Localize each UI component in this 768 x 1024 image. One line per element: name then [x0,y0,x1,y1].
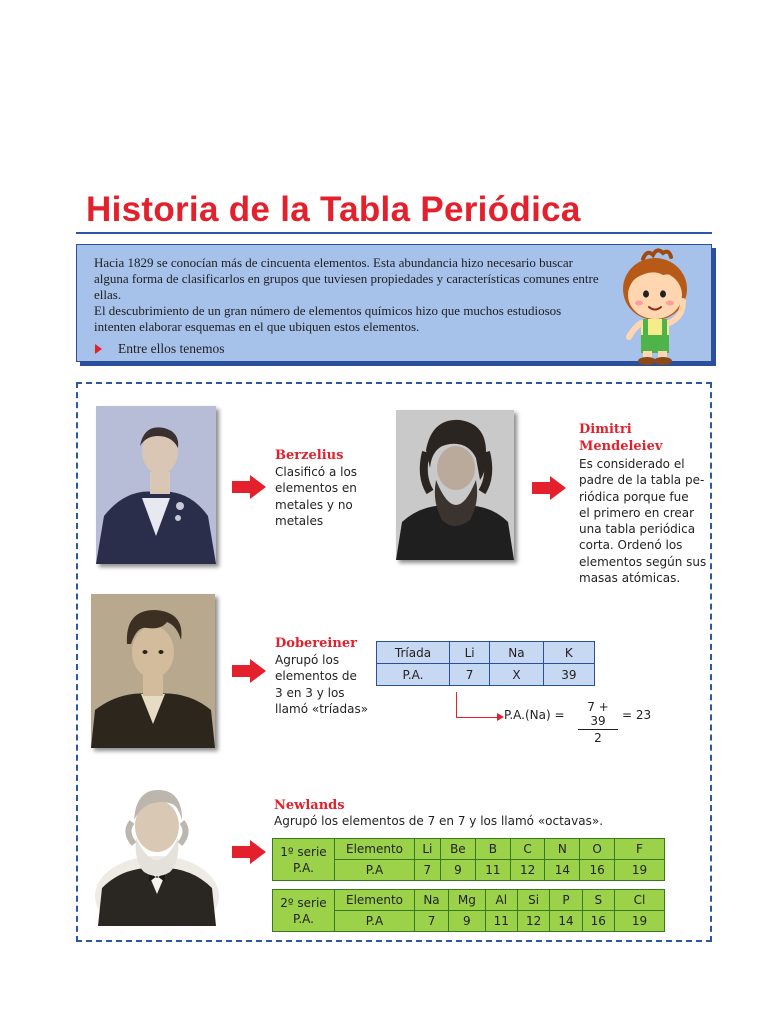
element-cell: Na [415,890,449,911]
weight-cell: 14 [550,911,582,932]
series-label-line: P.A. [293,911,314,926]
element-cell: S [582,890,614,911]
red-bullet-icon [95,344,102,354]
berzelius-description [275,464,357,529]
page-title: Historia de la Tabla Periódica [86,190,581,229]
weight-cell: 9 [440,860,475,881]
formula-denominator: 2 [594,731,602,745]
series-header-cell: P.A [335,911,415,932]
weight-cell: 14 [545,860,580,881]
series-label-line: 2º serie [280,895,327,910]
element-cell: N [545,839,580,860]
boy-cartoon-illustration [603,245,703,367]
element-cell: Mg [449,890,486,911]
element-cell: O [580,839,615,860]
element-cell: C [510,839,545,860]
red-right-arrow-icon [232,840,266,864]
triad-cell: 39 [543,664,594,686]
mendeleiev-name [579,421,662,455]
weight-cell: 19 [615,860,665,881]
red-right-arrow-icon [232,659,266,683]
red-right-arrow-icon [532,476,566,500]
weight-cell: 19 [615,911,665,932]
element-cell: Li [415,839,441,860]
weight-cell: 11 [485,911,517,932]
element-cell: Cl [615,890,665,911]
series-label-cell [273,839,335,881]
weight-cell: 7 [415,911,449,932]
weight-cell: 16 [580,860,615,881]
element-cell: B [476,839,511,860]
mendeleiev-description [579,456,706,586]
berzelius-line: metales [275,513,324,528]
berzelius-name: Berzelius [275,448,344,463]
weight-cell: 7 [415,860,441,881]
element-cell: Al [485,890,517,911]
octave-series-2-table [272,889,665,932]
berzelius-line: Clasificó a los [275,465,358,479]
series-header-cell: Elemento [335,839,415,860]
formula-fraction [578,700,618,745]
series-header-cell: Elemento [335,890,415,911]
mendeleiev-portrait [396,410,514,560]
mendeleiev-line: corta. Ordenó los [579,538,683,553]
table-row [377,642,595,664]
mendeleiev-line: una tabla periódica [579,522,696,537]
element-cell: F [615,839,665,860]
formula-numerator: 7 + 39 [578,700,618,730]
intro-bullet-row [95,341,224,357]
red-right-arrow-icon [232,475,266,499]
weight-cell: 12 [517,911,549,932]
dobereiner-description [275,652,368,717]
series-label-line: 1º serie [280,844,327,859]
weight-cell: 12 [510,860,545,881]
formula-connector-line [456,692,502,718]
dobereiner-line: llamó «tríadas» [275,701,369,716]
newlands-portrait [94,776,220,926]
mendeleiev-line: masas atómicas. [579,571,681,586]
mendeleiev-line: riódica porque fue [579,489,689,504]
series-header-cell: P.A [335,860,415,881]
intro-bullet-text: Entre ellos tenemos [118,341,225,356]
title-underline [76,232,712,234]
table-row [377,664,595,686]
berzelius-line: metales y no [275,497,353,512]
mendeleiev-name-line: Dimitri [579,422,632,437]
weight-cell: 16 [582,911,614,932]
octave-series-1-table [272,838,665,881]
intro-box [76,244,712,362]
triad-header-cell: Na [490,642,544,664]
newlands-name: Newlands [274,798,345,813]
element-cell: P [550,890,582,911]
element-cell: Be [440,839,475,860]
berzelius-line: elementos en [275,481,357,496]
mendeleiev-line: el primero en crear [579,505,695,520]
weight-cell: 9 [449,911,486,932]
mendeleiev-line: elementos según sus [579,554,707,569]
mendeleiev-line: padre de la tabla pe- [579,473,705,488]
triad-header-cell: K [543,642,594,664]
dobereiner-name: Dobereiner [275,636,357,651]
formula-connector-arrowhead [497,713,504,721]
element-cell: Si [517,890,549,911]
mendeleiev-name-line: Mendeleiev [579,439,663,454]
dobereiner-line: elementos de [275,669,357,684]
mendeleiev-line: Es considerado el [579,457,685,471]
triad-header-cell: Li [450,642,490,664]
triad-cell: P.A. [377,664,450,686]
weight-cell: 11 [476,860,511,881]
formula-label: P.A.(Na) = [504,708,565,722]
triad-cell: 7 [450,664,490,686]
intro-text [94,255,599,335]
berzelius-portrait [96,406,216,564]
series-label-cell [273,890,335,932]
dobereiner-line: Agrupó los [275,653,340,667]
series-label-line: P.A. [293,860,314,875]
dobereiner-line: 3 en 3 y los [275,685,345,700]
dobereiner-portrait [91,594,215,748]
intro-paragraph-2: El descubrimiento de un gran número de elementos químicos hizo que muchos estudiosos intenten elaborar esquemas en el que ubiquen estos elementos. [94,303,562,334]
intro-paragraph-1: Hacia 1829 se conocían más de cincuenta elementos. Esta abundancia hizo necesario buscar alguna forma de clasificarlos en grupos que tuviesen propiedades y características comunes entre ellas. [94,255,599,302]
newlands-description: Agrupó los elementos de 7 en 7 y los llamó «octavas». [274,814,604,828]
formula-result: = 23 [622,708,652,722]
table-row [273,890,665,911]
triad-cell: X [490,664,544,686]
table-row [273,839,665,860]
triad-table [376,641,595,686]
triad-header-cell: Tríada [377,642,450,664]
